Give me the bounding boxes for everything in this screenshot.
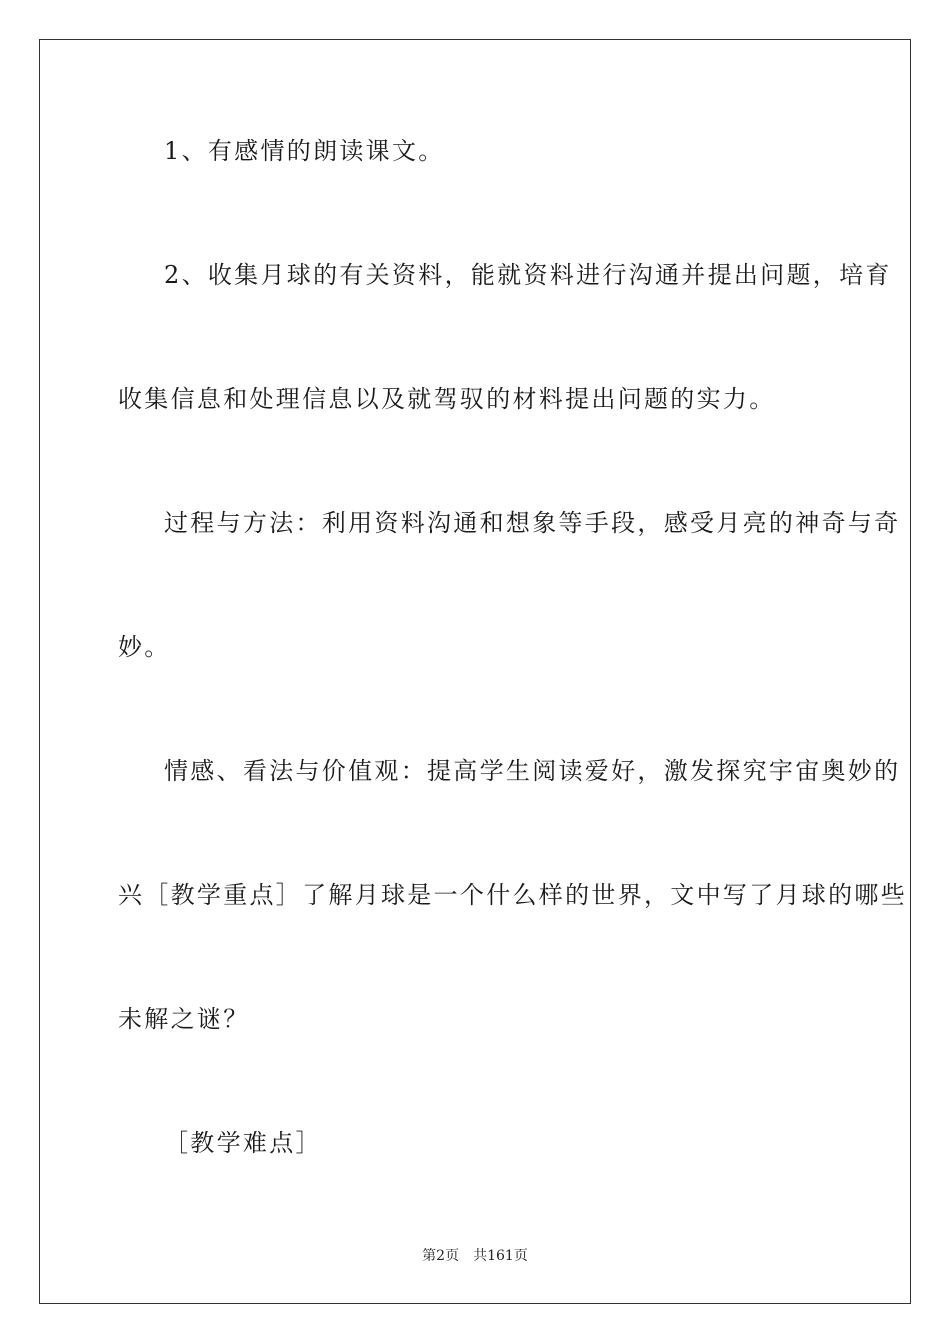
- page-border: [39, 39, 911, 1304]
- text-line-3: 收集信息和处理信息以及就驾驭的材料提出问题的实力。: [118, 385, 776, 413]
- text-line-8: 未解之谜？: [118, 1005, 250, 1033]
- text-line-9: ［教学难点］: [164, 1129, 322, 1157]
- text-line-4: 过程与方法：利用资料沟通和想象等手段，感受月亮的神奇与奇: [164, 509, 901, 537]
- text-line-1: 1、有感情的朗读课文。: [164, 137, 445, 165]
- text-line-7: 兴［教学重点］了解月球是一个什么样的世界，文中写了月球的哪些: [118, 881, 907, 909]
- text-line-2: 2、收集月球的有关资料，能就资料进行沟通并提出问题，培育: [164, 261, 892, 289]
- page-total: 共161页: [473, 1248, 528, 1264]
- page-footer: [0, 1247, 950, 1265]
- text-line-6: 情感、看法与价值观：提高学生阅读爱好，激发探究宇宙奥妙的: [164, 757, 901, 785]
- page-number: 第2页: [422, 1248, 460, 1264]
- text-line-5: 妙。: [118, 633, 171, 661]
